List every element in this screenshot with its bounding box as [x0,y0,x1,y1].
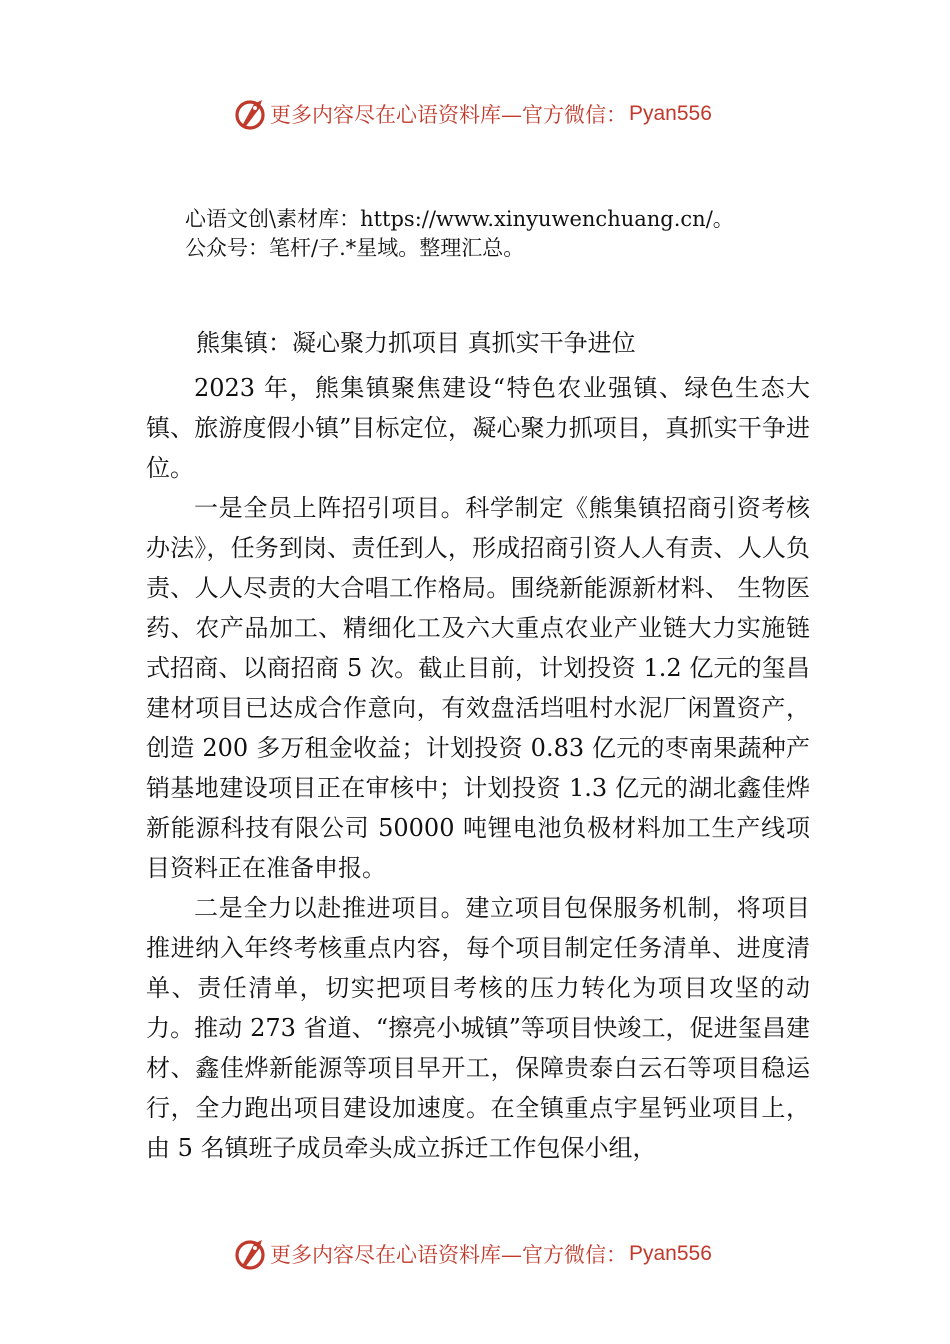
source-line-website: 心语文创\素材库：https://www.xinyuwenchuang.cn/。 [185,207,734,231]
paragraph-point-one: 一是全员上阵招引项目。科学制定《熊集镇招商引资考核办法》，任务到岗、责任到人，形成招商引资人人有责、人人负责、人人尽责的大合唱工作格局。围绕新能源新材料、 生物医药、农产品加工、精细化工及六大重点农业产业链大力实施链式招商、以商招商 5 次。截止目前，计划投资 1.2 亿元的玺昌建材项目已达成合作意向，有效盘活垱咀村水泥厂闲置资产，创造 200 多万租金收益；计划投资 0.83 亿元的枣南果蔬种产销基地建设项目正在审核中；计划投资 1.3 亿元的湖北鑫佳烨新能源科技有限公司 50000 吨锂电池负极材料加工生产线项目资料正在准备申报。 [146,494,810,882]
pen-nib-logo-icon [232,1236,268,1272]
pen-nib-logo-icon [232,96,268,132]
banner-text: 更多内容尽在心语资料库—官方微信： [270,1243,627,1267]
source-note [185,205,885,263]
paragraph-point-two: 二是全力以赴推进项目。建立项目包保服务机制，将项目推进纳入年终考核重点内容，每个项目制定任务清单、进度清单、责任清单，切实把项目考核的压力转化为项目攻坚的动力。推动 273 省道、“擦亮小城镇”等项目快竣工，促进玺昌建材、鑫佳烨新能源等项目早开工，保障贵泰白云石等项目稳运行，全力跑出项目建设加速度。在全镇重点宇星钙业项目上，由 5 名镇班子成员牵头成立拆迁工作包保小组， [146,894,810,1162]
source-line-account: 公众号：笔杆/子.*星域。整理汇总。 [185,236,525,260]
banner-text: 更多内容尽在心语资料库—官方微信： [270,103,627,127]
article-title: 熊集镇：凝心聚力抓项目 真抓实干争进位 [196,329,636,357]
paragraph-intro: 2023 年，熊集镇聚焦建设“特色农业强镇、绿色生态大镇、旅游度假小镇”目标定位，凝心聚力抓项目，真抓实干争进位。 [146,374,810,482]
article-body [146,328,810,1168]
header-banner [0,92,950,136]
footer-banner [0,1232,950,1276]
wechat-id: Pyan556 [629,102,712,125]
wechat-id: Pyan556 [629,1242,712,1265]
